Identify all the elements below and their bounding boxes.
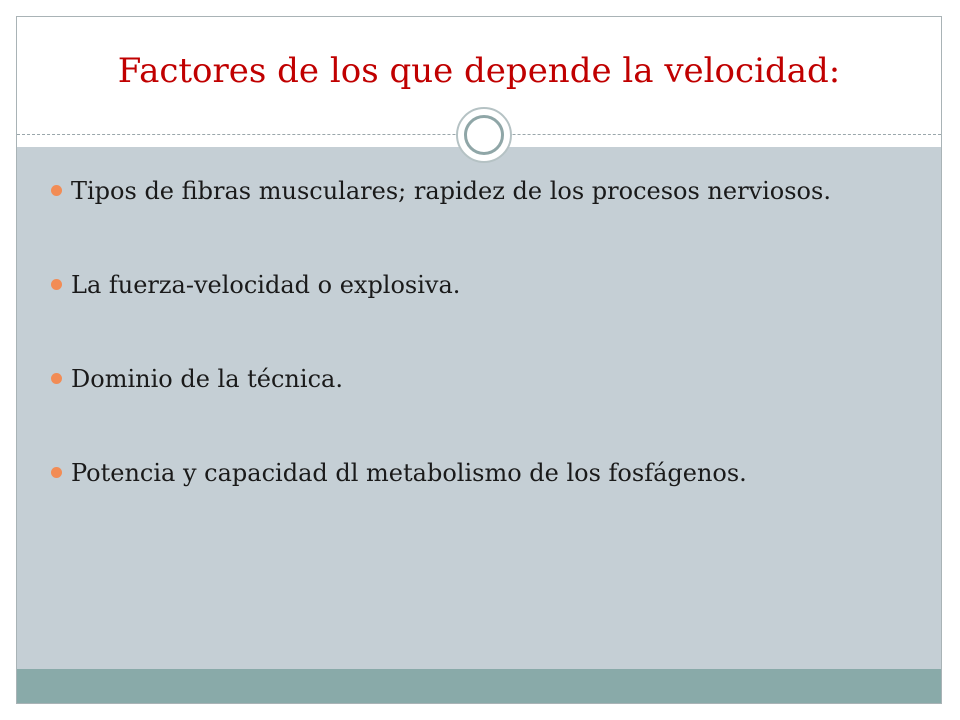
bullet-list xyxy=(51,175,891,551)
list-item xyxy=(51,175,891,207)
bullet-dot-icon xyxy=(51,467,62,478)
slide-frame xyxy=(16,16,942,704)
list-item xyxy=(51,363,891,395)
slide-title: Factores de los que depende la velocidad: xyxy=(117,51,841,91)
list-item xyxy=(51,457,891,489)
ring-inner-circle xyxy=(464,115,504,155)
content-area xyxy=(17,147,941,671)
ring-icon xyxy=(456,107,512,163)
bullet-text: Tipos de fibras musculares; rapidez de los procesos nerviosos. xyxy=(71,177,831,205)
bullet-text: Potencia y capacidad dl metabolismo de los fosfágenos. xyxy=(71,459,747,487)
footer-bar xyxy=(17,669,941,703)
bullet-dot-icon xyxy=(51,185,62,196)
bullet-dot-icon xyxy=(51,279,62,290)
bullet-text: Dominio de la técnica. xyxy=(71,365,343,393)
list-item xyxy=(51,269,891,301)
bullet-text: La fuerza-velocidad o explosiva. xyxy=(71,271,461,299)
bullet-dot-icon xyxy=(51,373,62,384)
